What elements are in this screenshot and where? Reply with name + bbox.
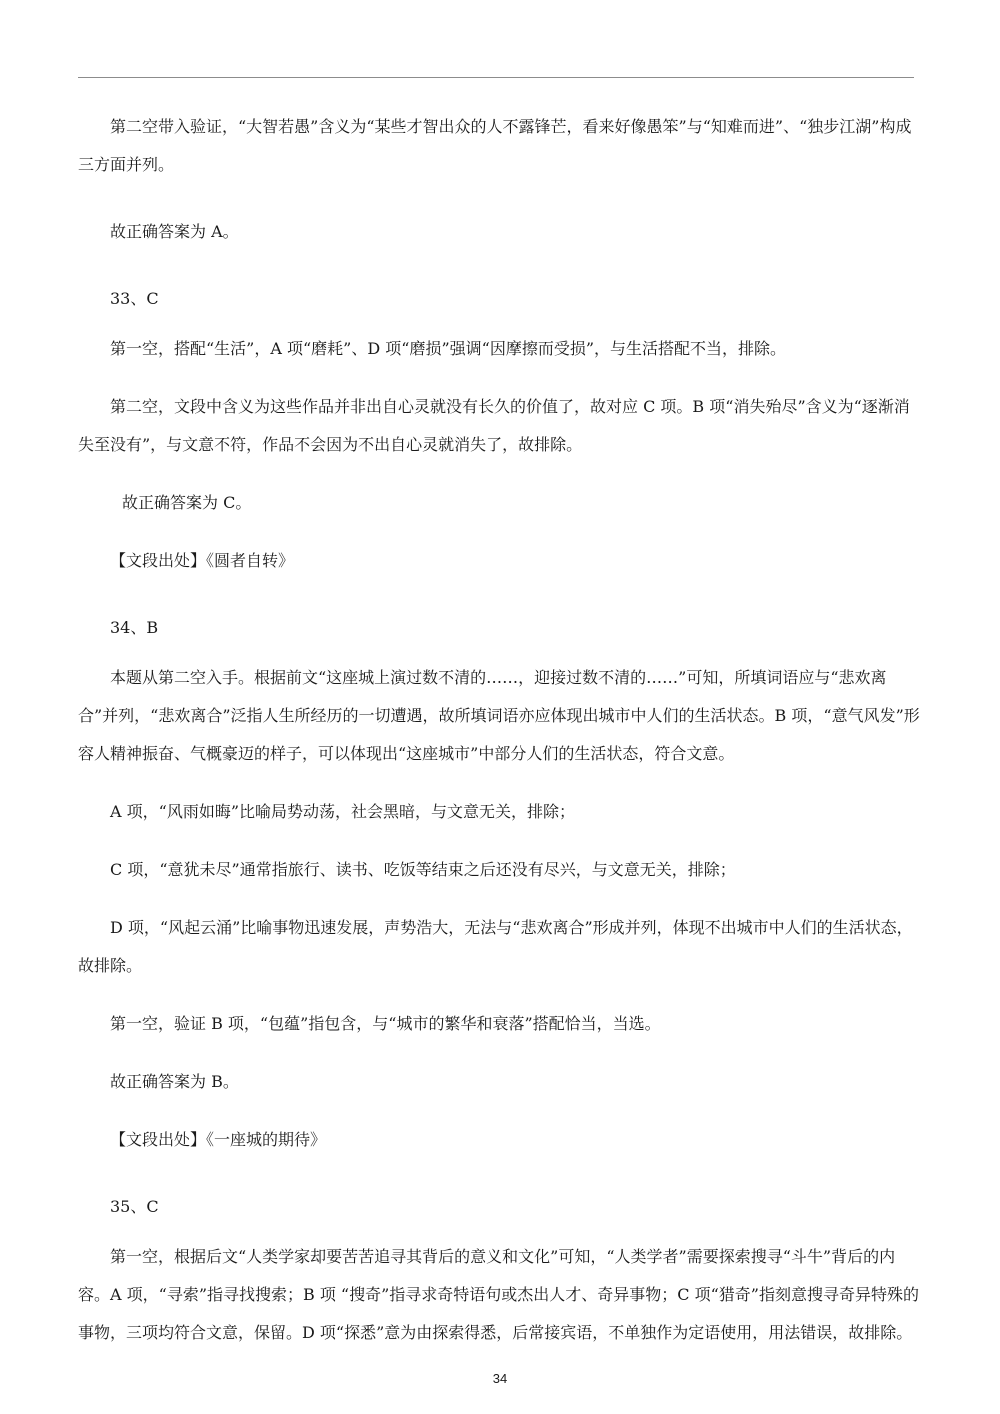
paragraph-q34-option-c: C 项，“意犹未尽”通常指旅行、读书、吃饭等结束之后还没有尽兴，与文意无关，排除； [110,860,736,879]
paragraph-q34-option-a: A 项，“风雨如晦”比喻局势动荡，社会黑暗，与文意无关，排除； [110,802,576,821]
paragraph-q34-first-blank: 第一空，验证 B 项，“包蕴”指包含，与“城市的繁华和衰落”搭配恰当，当选。 [110,1014,661,1033]
paragraph-q35-analysis: 第一空，根据后文“人类学家却要苦苦追寻其背后的意义和文化”可知，“人类学者”需要探索搜寻“斗牛”背后的内容。A 项，“寻索”指寻找搜索；B 项 “搜奇”指寻求奇特语句或杰出人才、奇异事物；C 项“猎奇”指刻意搜寻奇异特殊的事物，三项均符合文意，保留。D 项“探悉”意为由探索得悉，后常接宾语，不单独作为定语使用，用法错误，故排除。 [78,1247,919,1342]
paragraph-q34-source: 【文段出处】《一座城的期待》 [110,1130,327,1149]
question-number-34: 34、B [110,618,159,637]
paragraph-q33-answer: 故正确答案为 C。 [122,493,252,512]
paragraph-q33-second-blank: 第二空，文段中含义为这些作品并非出自心灵就没有长久的价值了，故对应 C 项。B 项“消失殆尽”含义为“逐渐消失至没有”，与文意不符，作品不会因为不出自心灵就消失了，故排除。 [78,397,910,454]
paragraph-q34-option-d: D 项，“风起云涌”比喻事物迅速发展，声势浩大，无法与“悲欢离合”形成并列，体现不出城市中人们的生活状态，故排除。 [78,918,913,975]
paragraph-q33-first-blank: 第一空，搭配“生活”，A 项“磨耗”、D 项“磨损”强调“因摩擦而受损”，与生活搭配不当，排除。 [110,339,786,358]
question-number-33: 33、C [110,289,159,308]
paragraph-q34-analysis: 本题从第二空入手。根据前文“这座城上演过数不清的……，迎接过数不清的……”可知，所填词语应与“悲欢离合”并列，“悲欢离合”泛指人生所经历的一切遭遇，故所填词语亦应体现出城市中人们的生活状态。B 项，“意气风发”形容人精神振奋、气概豪迈的样子，可以体现出“这座城市”中部分人们的生活状态，符合文意。 [78,668,920,763]
paragraph-q32-second-blank: 第二空带入验证，“大智若愚”含义为“某些才智出众的人不露锋芒，看来好像愚笨”与“知难而进”、“独步江湖”构成三方面并列。 [78,117,912,174]
document-body [78,108,922,1352]
page-number: 34 [492,1371,508,1386]
question-number-35: 35、C [110,1197,159,1216]
paragraph-q33-source: 【文段出处】《圆者自转》 [110,551,295,570]
paragraph-q32-answer: 故正确答案为 A。 [110,222,239,241]
header-rule [78,77,914,78]
paragraph-q34-answer: 故正确答案为 B。 [110,1072,239,1091]
